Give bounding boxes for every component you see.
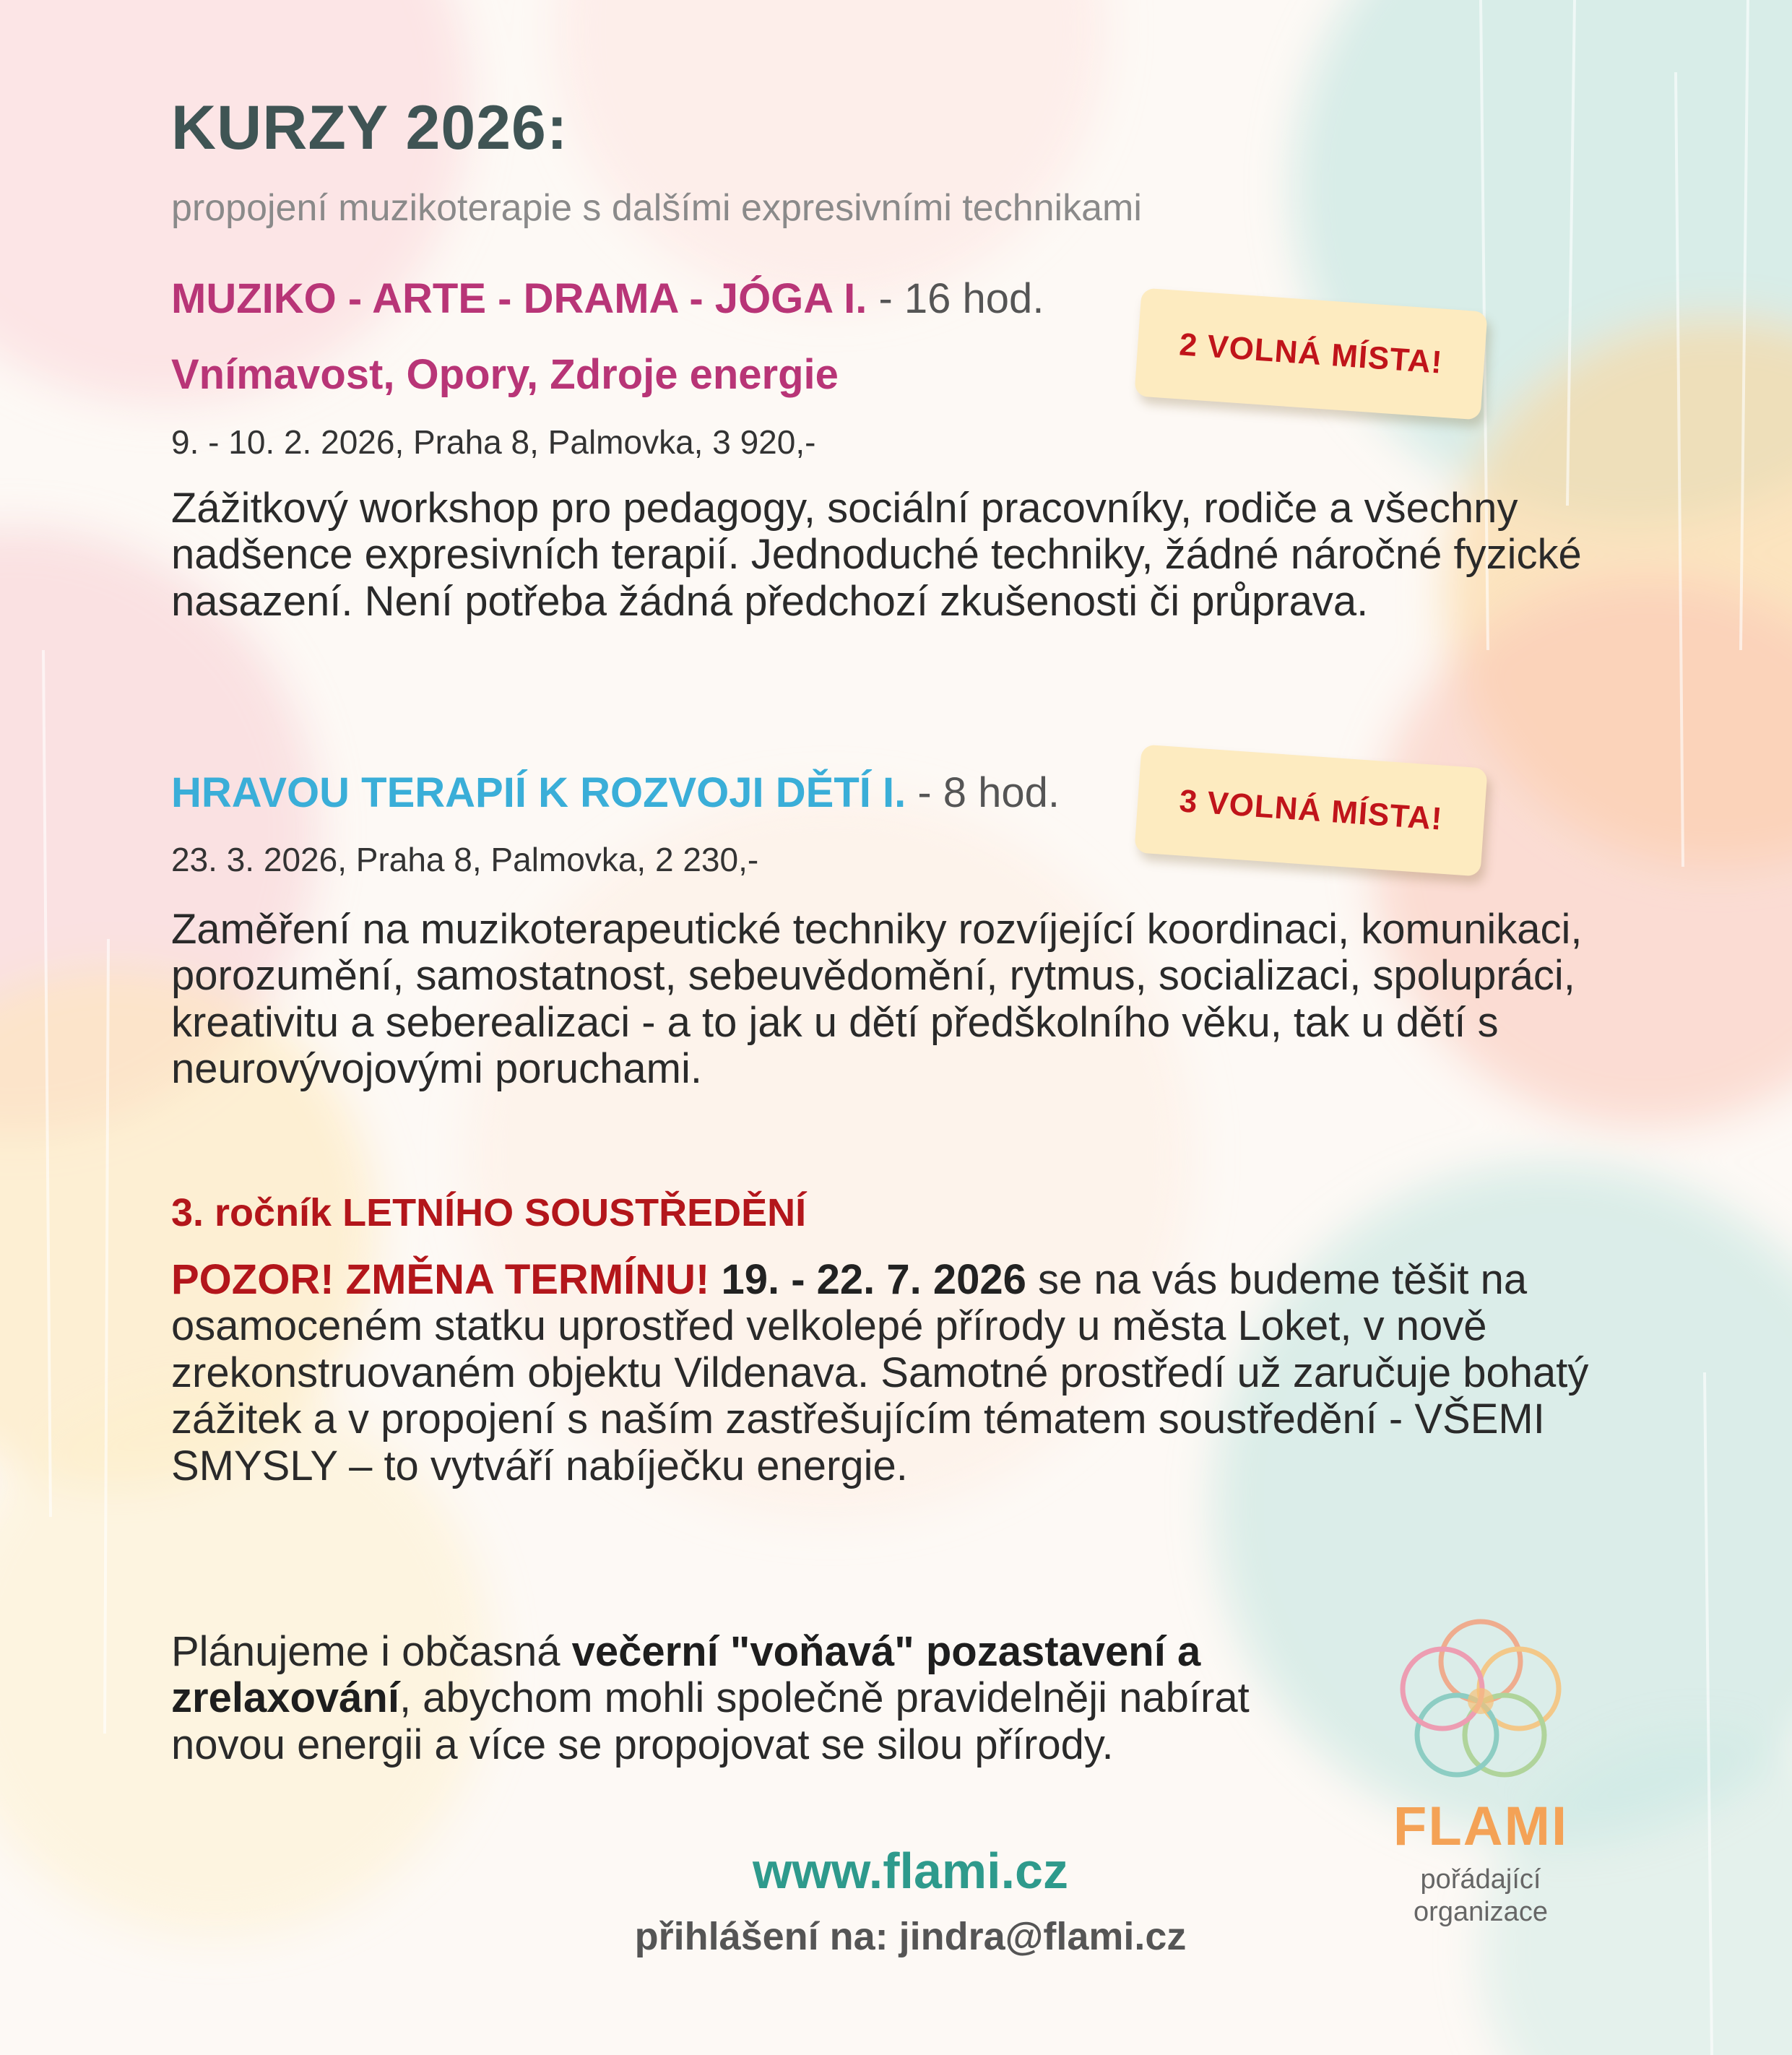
course3-description-block	[171, 1257, 1674, 1489]
course3-warning: POZOR! ZMĚNA TERMÍNU!	[171, 1256, 710, 1303]
logo-name: FLAMI	[1393, 1796, 1569, 1857]
logo-subtitle: pořádající organizace	[1414, 1864, 1548, 1927]
course1-subtitle: Vnímavost, Opory, Zdroje energie	[171, 351, 839, 398]
page-subtitle: propojení muzikoterapie s dalšími expresivními technikami	[171, 187, 1142, 229]
registration-contact[interactable]: přihlášení na: jindra@flami.cz	[634, 1915, 1187, 1958]
course1-title: MUZIKO - ARTE - DRAMA - JÓGA I.	[171, 275, 867, 322]
course2-heading	[171, 769, 1060, 817]
course2-hours: - 8 hod.	[906, 769, 1060, 816]
plan-text-start: Plánujeme i občasná	[171, 1628, 572, 1675]
course2-availability-badge: 3 VOLNÁ MÍSTA!	[1134, 744, 1487, 876]
plan-text-end: , abychom mohli společně pravidelněji nabírat novou energii a více se propojovat se silou přírody.	[171, 1674, 1250, 1768]
course1-description: Zážitkový workshop pro pedagogy, sociální pracovníky, rodiče a všechny nadšence expresivních terapií. Jednoduché techniky, žádné náročné fyzické nasazení. Není potřeba žádná předchozí zkušenosti či průprava.	[171, 485, 1582, 625]
course3-title: 3. ročník LETNÍHO SOUSTŘEDĚNÍ	[171, 1191, 807, 1234]
course3-date: 19. - 22. 7. 2026	[721, 1256, 1026, 1303]
course2-title: HRAVOU TERAPIÍ K ROZVOJI DĚTÍ I.	[171, 769, 906, 816]
course2-description: Zaměření na muzikoterapeutické techniky rozvíjející koordinaci, komunikaci, porozumění, samostatnost, sebeuvědomění, rytmus, socializaci, spolupráci, kreativitu a seberealizaci - a to jak u dětí předškolního věku, tak u dětí s neurovývojovými poruchami.	[171, 906, 1583, 1093]
flami-flower-logo-icon	[1372, 1593, 1589, 1809]
course1-heading	[171, 274, 1044, 323]
page-title: KURZY 2026:	[171, 93, 568, 163]
website-link[interactable]: www.flami.cz	[753, 1843, 1068, 1899]
course3-description: se na vás budeme těšit na osamoceném statku uprostřed velkolepé přírody u města Loket, v nově zrekonstruovaném objektu Vildenava. Samotné prostředí už zaručuje bohatý zážitek a v propojení s naším zastřešujícím tématem soustředění - VŠEMI SMYSLY – to vytváří nabíječku energie.	[171, 1256, 1589, 1489]
course2-meta: 23. 3. 2026, Praha 8, Palmovka, 2 230,-	[171, 841, 759, 878]
plan-text-bold: večerní "voňavá" pozastavení a zrelaxování	[171, 1628, 1201, 1722]
course1-meta: 9. - 10. 2. 2026, Praha 8, Palmovka, 3 920,-	[171, 423, 816, 461]
course1-hours: - 16 hod.	[867, 275, 1044, 322]
course1-availability-badge: 2 VOLNÁ MÍSTA!	[1134, 287, 1487, 420]
plan-paragraph	[171, 1629, 1356, 1768]
